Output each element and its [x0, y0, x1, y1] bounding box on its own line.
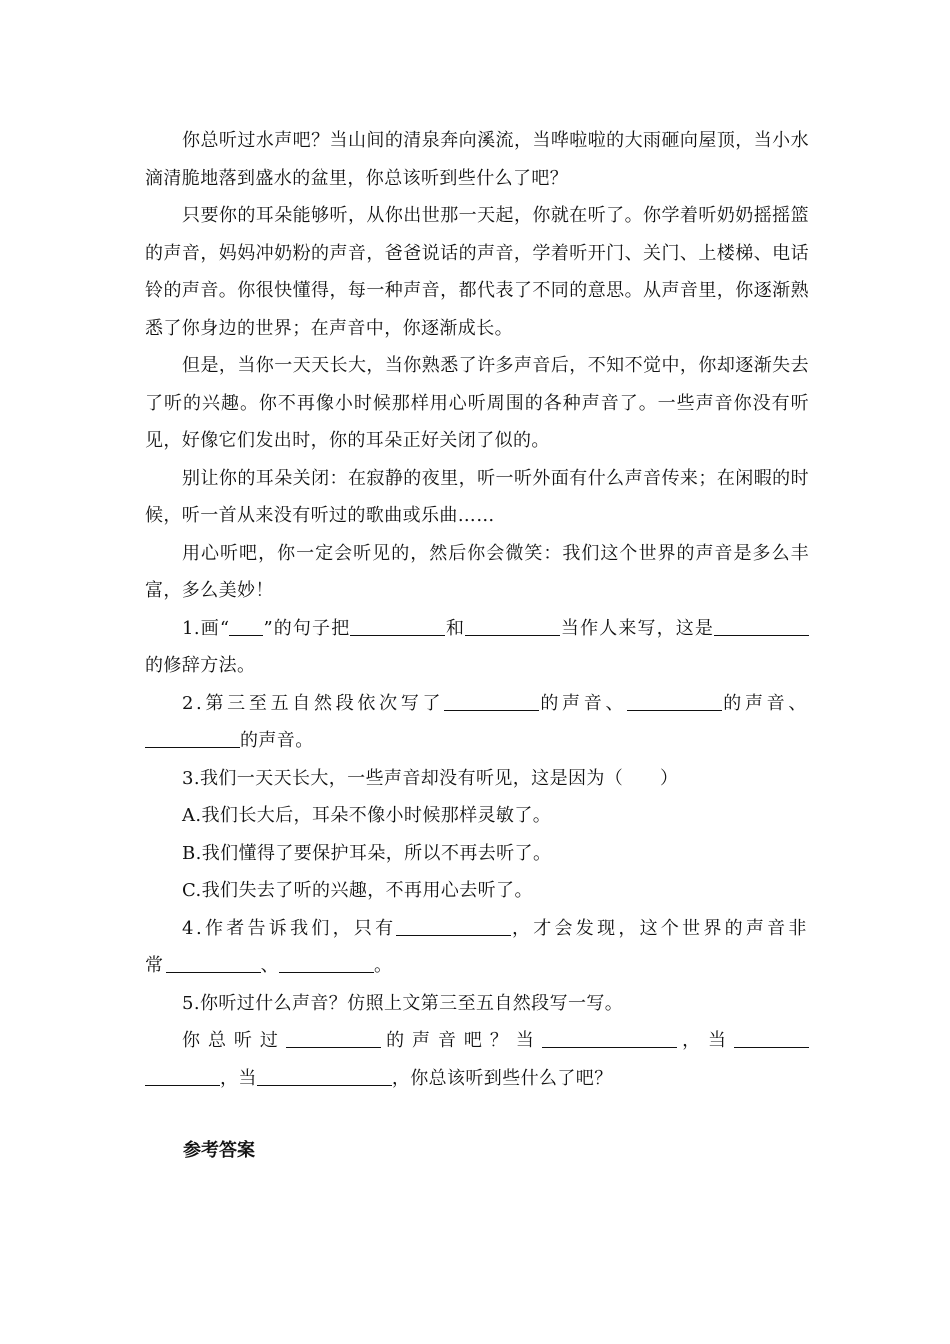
question-3-option-c[interactable]: C.我们失去了听的兴趣，不再用心去听了。 [182, 880, 533, 901]
q5-blank-3[interactable] [734, 1027, 809, 1048]
q5-text-1: 你总听过 [182, 1030, 286, 1051]
q1-text-5: 的修辞方法。 [145, 655, 256, 676]
passage-paragraph-4: 别让你的耳朵关闭：在寂静的夜里，听一听外面有什么声音传来；在闲暇的时候，听一首从来没有听过的歌曲或乐曲…… [145, 467, 809, 526]
q4-text-1: 4.作者告诉我们，只有 [182, 917, 397, 939]
q4-blank-1[interactable] [396, 915, 511, 936]
q1-text-2: ”的句子把 [263, 617, 351, 639]
question-2 [145, 685, 809, 760]
q2-text-3: 的声音、 [722, 692, 809, 714]
question-3-stem: 3.我们一天天长大，一些声音却没有听见，这是因为（ ） [182, 767, 679, 789]
q2-text-4: 的声音。 [240, 730, 314, 751]
question-3-option-a[interactable]: A.我们长大后，耳朵不像小时候那样灵敏了。 [182, 805, 552, 826]
q4-text-2: ，才会发现，这个世界的声音非常 [145, 917, 809, 976]
q5-text-3: ，当 [676, 1030, 734, 1051]
document-body [145, 122, 809, 1097]
q5-blank-3-cont[interactable] [145, 1065, 220, 1086]
q5-text-2: 的声音吧？当 [380, 1030, 542, 1051]
question-1 [145, 610, 809, 685]
q2-text-2: 的声音、 [539, 692, 628, 714]
q1-blank-1[interactable] [350, 615, 445, 636]
q5-blank-2[interactable] [542, 1027, 677, 1048]
question-4 [145, 910, 809, 985]
q4-blank-2[interactable] [166, 952, 261, 973]
q1-blank-3[interactable] [714, 615, 809, 636]
q1-text-4: 当作人来写，这是 [560, 617, 715, 639]
q5-blank-1[interactable] [286, 1027, 381, 1048]
answers-heading: 参考答案 [183, 1140, 255, 1161]
q4-text-4: 。 [374, 955, 393, 976]
q2-text-1: 2.第三至五自然段依次写了 [182, 692, 445, 714]
q4-text-3: 、 [260, 955, 280, 976]
q1-text-3: 和 [445, 617, 466, 639]
passage-paragraph-5: 用心听吧，你一定会听见的，然后你会微笑：我们这个世界的声音是多么丰富，多么美妙！ [145, 542, 809, 601]
q1-blank-2[interactable] [465, 615, 560, 636]
q5-text-4: ，当 [220, 1067, 257, 1089]
q4-blank-3[interactable] [279, 952, 374, 973]
question-5-fill [145, 1022, 809, 1097]
q5-blank-4[interactable] [257, 1065, 392, 1086]
passage-paragraph-3: 但是，当你一天天长大，当你熟悉了许多声音后，不知不觉中，你却逐渐失去了听的兴趣。你不再像小时候那样用心听周围的各种声音了。一些声音你没有听见，好像它们发出时，你的耳朵正好关闭了似的。 [145, 355, 809, 451]
question-5-stem: 5.你听过什么声音？仿照上文第三至五自然段写一写。 [182, 992, 624, 1014]
question-3-option-b[interactable]: B.我们懂得了要保护耳朵，所以不再去听了。 [182, 842, 552, 864]
q1-underline-sample [229, 615, 263, 636]
passage-paragraph-1: 你总听过水声吧？当山间的清泉奔向溪流，当哗啦啦的大雨砸向屋顶，当小水滴清脆地落到盛水的盆里，你总该听到些什么了吧？ [145, 130, 809, 189]
passage-paragraph-2: 只要你的耳朵能够听，从你出世那一天起，你就在听了。你学着听奶奶摇摇篮的声音，妈妈冲奶粉的声音，爸爸说话的声音，学着听开门、关门、上楼梯、电话铃的声音。你很快懂得，每一种声音，都代表了不同的意思。从声音里，你逐渐熟悉了你身边的世界；在声音中，你逐渐成长。 [145, 205, 809, 339]
q2-blank-3[interactable] [145, 727, 240, 748]
q1-text-1: 1.画“ [182, 617, 230, 639]
q5-text-5: ，你总该听到些什么了吧？ [391, 1067, 613, 1089]
q2-blank-2[interactable] [627, 690, 722, 711]
q2-blank-1[interactable] [444, 690, 539, 711]
